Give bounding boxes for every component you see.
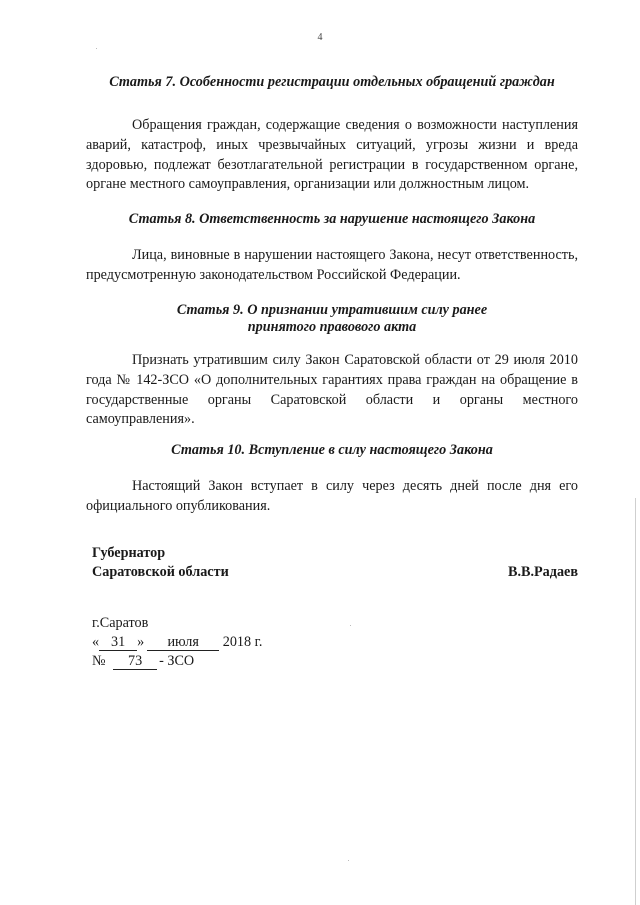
signature-position-line1: Губернатор — [92, 545, 166, 561]
signature-position-line2: Саратовской области — [92, 564, 229, 580]
article-10-title: Статья 10. Вступление в силу настоящего Закона — [171, 442, 493, 458]
article-8-title: Статья 8. Ответственность за нарушение настоящего Закона — [128, 211, 536, 227]
date-month: июля — [147, 635, 219, 651]
signature-position — [92, 544, 229, 582]
article-9-text: Признать утратившим силу Закон Саратовской области от 29 июля 2010 года № 142-ЗСО «О дополнительных гарантиях права граждан на обращение в государственные органы Саратовской области и органы местного самоуправления». — [86, 352, 578, 428]
number-prefix: № — [92, 653, 106, 669]
page-number: 4 — [317, 32, 323, 43]
date-quote-open: « — [92, 634, 100, 650]
footer-number — [92, 652, 194, 671]
article-8-text: Лица, виновные в нарушении настоящего Закона, несут ответственность, предусмотренную законодательством Российской Федерации. — [86, 247, 578, 283]
number-suffix: - ЗСО — [159, 653, 195, 669]
signature-name: В.В.Радаев — [507, 564, 578, 580]
article-9-title — [86, 302, 578, 336]
scan-edge-line — [635, 498, 636, 905]
footer-city: г.Саратов — [92, 615, 149, 631]
article-9-title-line1: Статья 9. О признании утратившим силу ранее — [176, 302, 488, 318]
article-7-text: Обращения граждан, содержащие сведения о возможности наступления аварий, катастроф, иных чрезвычайных ситуаций, угрозы жизни и вреда здоровью, подлежат безотлагательной регистрации в государственном органе, органе местного самоуправления, организации или должностным лицом. — [86, 117, 578, 193]
date-day: 31 — [99, 635, 137, 651]
scan-speck — [348, 860, 349, 861]
article-9-title-line2: принятого правового акта — [247, 319, 417, 335]
article-10-text: Настоящий Закон вступает в силу через десять дней после дня его официального опубликования. — [86, 478, 578, 514]
date-year: 2018 г. — [222, 634, 263, 650]
scan-speck — [350, 625, 351, 626]
date-quote-close: » — [137, 634, 145, 650]
article-7-title: Статья 7. Особенности регистрации отдельных обращений граждан — [109, 74, 555, 90]
number-value: 73 — [113, 654, 157, 670]
scan-speck — [96, 48, 97, 49]
footer-date — [92, 633, 262, 652]
